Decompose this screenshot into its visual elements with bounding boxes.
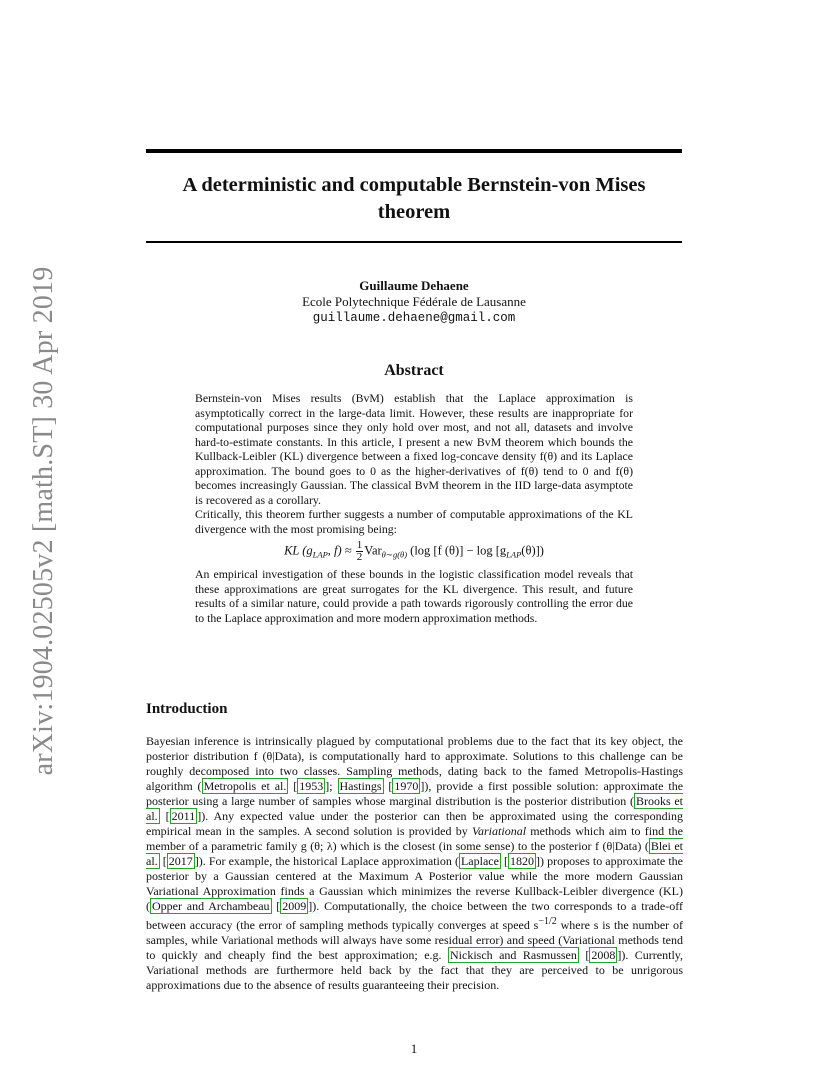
- citation-link[interactable]: Nickisch and Rasmussen: [450, 948, 577, 962]
- eq-rhs-tail: (θ)]): [521, 543, 544, 558]
- author-block: [146, 278, 682, 326]
- citation-link[interactable]: Metropolis et al.: [203, 779, 287, 793]
- author-name: Guillaume Dehaene: [359, 278, 469, 293]
- intro-text: ). For example, the historical Laplace approximation (: [198, 854, 459, 868]
- intro-text: Bayesian inference is intrinsically plagued by computational problems due to the fact that its key object, the posterior distribution f (θ|Data), is computationally hard to approximate. Solutions to this challenge can be roughly decomposed into two classes. Sampling methods, dating back to the famed Metropolis-Hastings algorithm (: [146, 734, 683, 793]
- citation-link[interactable]: Brooks et al.: [146, 794, 683, 823]
- kl-equation: [195, 540, 633, 563]
- intro-emphasis: Variational: [472, 824, 527, 838]
- intro-superscript: −1/2: [538, 916, 557, 927]
- eq-frac-den: 2: [356, 551, 363, 563]
- citation-year-link[interactable]: 2017: [168, 854, 193, 868]
- abstract-paragraph: Critically, this theorem further suggests a number of computable approximations of the KL divergence with the most promising being:: [195, 507, 633, 536]
- title-rule-top: [146, 149, 682, 153]
- intro-text: ). Computationally, the choice between the two corresponds to a trade-off between accuracy (the error of sampling methods typically converges at speed s: [146, 899, 683, 932]
- intro-text: ) proposes to approximate the posterior by a Gaussian centered at the Maximum A Posterior value while the more modern Gaussian Variational Approximation finds a Gaussian which minimizes the reverse Kullback-Leibler divergence (KL) (: [146, 854, 684, 913]
- citation-link[interactable]: Opper and Archambeau: [152, 899, 270, 913]
- citation-year-link[interactable]: 1953: [299, 779, 324, 793]
- abstract-body: [195, 391, 633, 625]
- eq-var: Var: [364, 543, 382, 558]
- introduction-paragraph: Bayesian inference is intrinsically plagued by computational problems due to the fact that its key object, the posterior distribution f (θ|Data), is computationally hard to approximate. Solutions to this challenge can be roughly decomposed into two classes. Sampling methods, dating back to the famed Metropolis-Hastings algorithm ( Metropolis et al. [ 1953 ]; Hastings [ 1970 ]), provide a first possible solution: approximate the posterior using a large number of samples whose marginal distribution is the posterior distribution ( Brooks et al. [ 2011 ]). Any expected value under the posterior can then be approximated using the corresponding empirical mean in the samples. A second solution is provided by Variational methods which aim to find the member of a parametric family g (θ; λ) which is the closest (in some sense) to the posterior f (θ|Data) ( Blei et al. [ 2017 ]). For example, the historical Laplace approximation ( Laplace [ 1820 ]) proposes to approximate the posterior by a Gaussian centered at the Maximum A Posterior value while the more modern Gaussian Variational Approximation finds a Gaussian which minimizes the reverse Kullback-Leibler divergence (KL) ( Opper and Archambeau [ 2009 ]). Computationally, the choice between the two corresponds to a trade-off between accuracy (the error of sampling methods typically converges at speed $s^{-1/2}$ where s is the number of samples, while Variational methods will always have some residual error) and speed (Variational methods tend to quickly and cheaply find the best approximation; e.g. Nickisch and Rasmussen [ 2008 ]). Currently, Variational methods are furthermore held back by the fact that they are perceived to be unrigorous approximations due to the absence of results guaranteeing their precision.: [146, 734, 684, 992]
- paper-title: A deterministic and computable Bernstein-von Mises theorem: [182, 174, 646, 223]
- eq-fraction: [356, 540, 364, 563]
- citation-year-link[interactable]: 1820: [510, 854, 535, 868]
- citation-link[interactable]: Hastings: [339, 779, 382, 793]
- eq-rhs-sub: LAP: [506, 549, 522, 560]
- intro-text: ;: [329, 779, 338, 793]
- citation-year-link[interactable]: 1970: [394, 779, 419, 793]
- intro-text: methods which aim to find the member of a parametric family g (θ; λ) which is the closest (in some sense) to the posterior f (θ|Data) (: [146, 824, 684, 853]
- citation-year-link[interactable]: 2011: [171, 809, 196, 823]
- citation-year-link[interactable]: 2008: [591, 948, 616, 962]
- eq-lhs-sub: LAP: [312, 549, 328, 560]
- citation-link[interactable]: Laplace: [460, 854, 499, 868]
- abstract-heading: Abstract: [384, 362, 444, 379]
- author-email: guillaume.dehaene@gmail.com: [312, 311, 516, 325]
- arxiv-identifier: arXiv:1904.02505v2 [math.ST] 30 Apr 2019: [28, 266, 59, 776]
- page-number: 1: [410, 1041, 418, 1056]
- eq-var-sub: θ∼g(θ): [381, 549, 408, 560]
- author-affiliation: Ecole Polytechnique Fédérale de Lausanne: [302, 294, 526, 309]
- title-rule-bottom: [146, 241, 682, 243]
- eq-frac-num: 1: [356, 539, 363, 551]
- citation-year-link[interactable]: 2009: [282, 899, 307, 913]
- introduction-body: [146, 734, 683, 993]
- eq-lhs-tail: , f) ≈: [327, 543, 352, 558]
- abstract-paragraph: An empirical investigation of these bounds in the logistic classification model reveals that these approximations are great surrogates for the KL divergence. This result, and future results of a similar nature, could provide a path towards rigorously controlling the error due to the Laplace approximation and more modern approximation methods.: [195, 567, 633, 625]
- eq-lhs: KL (g: [284, 543, 313, 558]
- intro-text: where s is the number of samples, while Variational methods will always have some residual error) and speed (Variational methods tend to quickly and cheaply find the best approximation; e.g.: [146, 918, 683, 962]
- eq-rhs: (log [f (θ)] − log [g: [410, 543, 507, 558]
- intro-text: ). Any expected value under the posterior can then be approximated using the corresponding empirical mean in the samples. A second solution is provided by: [146, 809, 683, 838]
- abstract-paragraph: Bernstein-von Mises results (BvM) establish that the Laplace approximation is asymptotically correct in the large-data limit. However, these results are inappropriate for computational purposes since they only hold over most, and not all, datasets and involve hard-to-estimate constants. In this article, I present a new BvM theorem which bounds the Kullback-Leibler (KL) divergence between a fixed log-concave density f(θ) and its Laplace approximation. The bound goes to 0 as the higher-derivatives of f(θ) tend to 0 and f(θ) becomes increasingly Gaussian. The classical BvM theorem in the IID large-data asymptote is recovered as a corollary.: [195, 391, 633, 507]
- intro-text: ), provide a first possible solution: approximate the posterior using a large number of samples whose marginal distribution is the posterior distribution (: [146, 779, 684, 808]
- citation-link[interactable]: Blei et al.: [146, 839, 683, 868]
- intro-text: ). Currently, Variational methods are furthermore held back by the fact that they are perceived to be unrigorous approximations due to the absence of results guaranteeing their precision.: [146, 948, 684, 992]
- introduction-heading: Introduction: [146, 701, 228, 717]
